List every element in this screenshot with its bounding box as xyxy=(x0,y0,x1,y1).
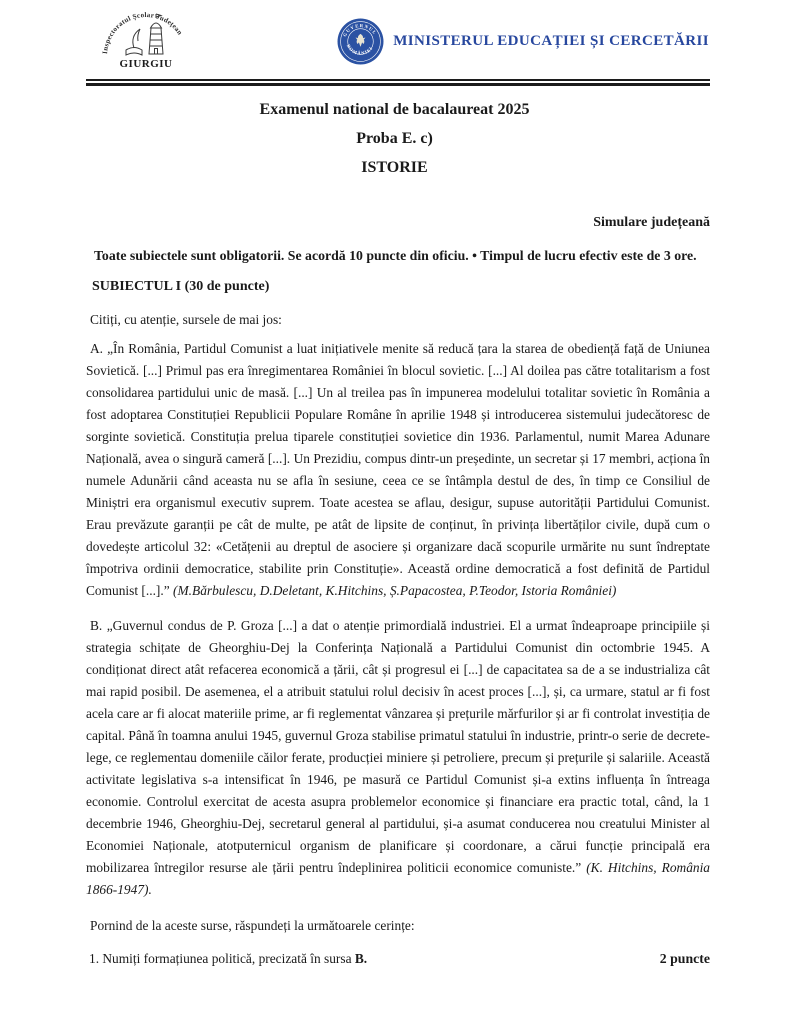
subject-one-heading: SUBIECTUL I (30 de puncte) xyxy=(92,279,270,294)
ministry-header-group xyxy=(337,18,709,65)
source-a-paragraph xyxy=(86,338,710,602)
source-b-citation: (K. Hitchins, România 1866-1947). xyxy=(86,860,711,897)
source-b-label: B. xyxy=(90,618,107,633)
quill-and-book-icon xyxy=(126,29,142,55)
source-a-text: „În România, Partidul Comunist a luat inițiativele menite să reducă țara la starea de obediență față de Uniunea Sovietică. [...] Primul pas era înregimentarea României în blocul sovietic. [...] Al doilea pas către totalitarism a fost consolidarea partidului unic de masă. [...] Un al treilea pas în impunerea modelului totalitar sovietic în România a fost adoptarea Constituției Republicii Populare Române în aprilie 1948 și introducerea sistemului judecătoresc de sorginte sovietică. Constituția prelua tiparele constituției sovietice din 1936. Parlamentul, numit Marea Adunare Națională, avea o singură cameră [...]. Un Prezidiu, compus dintr-un președinte, un secretar și 17 membri, acționa în numele Adunării când aceasta nu se afla în sesiune, ceea ce se întâmpla destul de des, în timp ce Consiliul de Miniștri era organismul executiv suprem. Toate acestea se aflau, desigur, supuse autorității Partidului Comunist. Erau prevăzute garanții pe cât de multe, pe atât de lipsite de conținut, în privința libertăților civile, după cum o dovedește articolul 32: «Cetățenii au dreptul de asociere și organizare dacă scopurile urmărite nu sunt îndreptate împotriva ordinii democratice, stabilite prin Constituție». Această ordine democratică a fost definită de Partidul Comunist [...].” xyxy=(86,341,710,598)
government-of-romania-seal xyxy=(337,18,384,65)
sources-intro: Citiți, cu atenție, sursele de mai jos: xyxy=(90,312,282,327)
question-1-points: 2 puncte xyxy=(659,951,710,966)
exam-instructions: Toate subiectele sunt obligatorii. Se acordă 10 puncte din oficiu. • Timpul de lucru efectiv este de 3 ore. xyxy=(94,248,697,263)
exam-title: Examenul national de bacalaureat 2025 xyxy=(259,101,530,118)
source-b-paragraph xyxy=(86,615,710,901)
questions-prompt: Pornind de la aceste surse, răspundeți la următoarele cerințe: xyxy=(90,918,415,933)
school-logo-city-text: GIURGIU xyxy=(119,58,173,70)
exam-subject: ISTORIE xyxy=(361,159,428,176)
question-1-row xyxy=(86,948,710,970)
seal-bottom-text: ROMÂNIEI xyxy=(345,43,375,57)
source-a-label: A. xyxy=(90,341,108,356)
double-rule-divider xyxy=(86,79,710,86)
source-a-citation: (M.Bărbulescu, D.Deletant, K.Hitchins, Ș.Papacostea, P.Teodor, Istoria României) xyxy=(173,583,617,598)
question-1-prefix: 1. Numiți formațiunea politică, precizată în sursa xyxy=(89,951,355,966)
source-b-text: „Guvernul condus de P. Groza [...] a dat o atenție primordială industriei. El a urmat îndeaproape principiile și strategia schițate de Gheorghiu-Dej la Conferința Națională a Partidului Comunist din octombrie 1945. A condiționat direct atât refacerea economică a țării, cât și progresul ei [...] de capacitatea sa de a se industrializa cât mai rapid posibil. De asemenea, el a atribuit statului rolul decisiv în acest proces [...], și, ca urmare, statul ar fi fost acela care ar fi alocat materiile prime, ar fi reglementat vânzarea și prețurile mărfurilor și ar fi controlat investiția de capital. Până în toamna anului 1945, guvernul Groza stabilise primatul statului în industrie, printr-o serie de decrete-lege, ce reglementau domeniile căilor ferate, producției miniere și petroliere, precum și prețurile și salariile. Această activitate legislativa s-a intensificat în 1946, pe masură ce Partidul Comunist și-a extins influența în întreaga economie. Controlul exercitat de acesta asupra problemelor economice și financiare era practic total, când, la 1 decembrie 1946, Gheorghiu-Dej, secretarul general al partidului, și-a asumat conducerea nou creatului Minister al Economiei Naționale, atotputernicul organism de planificare și coordonare, a cărui funcție principală era mobilizarea întregilor resurse ale țării pentru îndeplinirea politicii economice comuniste.” xyxy=(86,618,710,875)
question-1-text xyxy=(89,948,367,970)
title-block xyxy=(0,100,789,178)
seal-top-text: GUVERNUL xyxy=(343,24,378,39)
ministry-name: MINISTERUL EDUCAȚIEI ȘI CERCETĂRII xyxy=(393,33,709,49)
school-logo-arc-text: Inspectoratul Școlar Județean xyxy=(101,12,185,55)
question-1-source-ref: B. xyxy=(354,951,368,966)
document-body xyxy=(86,213,710,970)
document-header xyxy=(86,12,709,70)
exam-proba: Proba E. c) xyxy=(356,130,433,147)
giurgiu-school-inspectorate-logo xyxy=(94,12,198,70)
edition-label: Simulare județeană xyxy=(593,215,710,230)
